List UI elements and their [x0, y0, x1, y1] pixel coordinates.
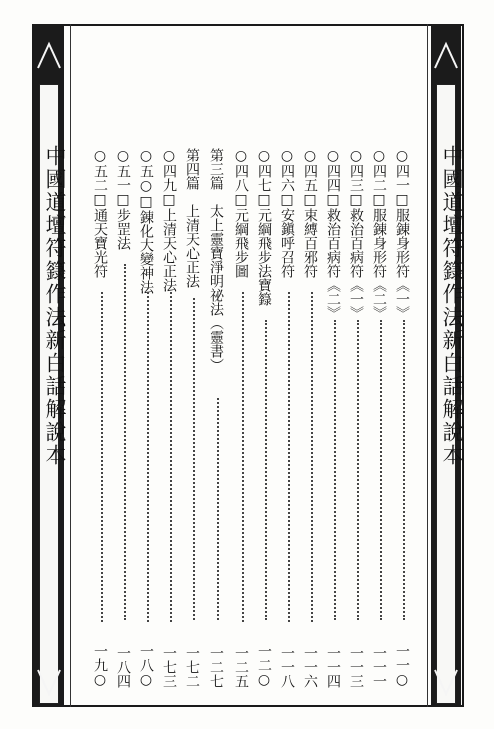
leader-dots: [217, 398, 219, 620]
toc-entry[interactable]: [93, 148, 115, 688]
toc-entry-label: ○四四□救治百病符《二》: [325, 148, 341, 320]
toc-entry[interactable]: [234, 148, 256, 688]
leader-dots: [334, 320, 336, 620]
toc-entry[interactable]: [395, 148, 417, 688]
toc-entry-page: 一八○: [138, 644, 154, 688]
leader-dots: [193, 298, 195, 620]
toc-entry[interactable]: [372, 148, 394, 688]
toc-entry[interactable]: [116, 148, 138, 688]
toc-entry[interactable]: [162, 148, 184, 688]
toc-entry-label: ○四六□安鎭呼召符: [279, 148, 295, 278]
toc-entry-label: ○四七□元綱飛步法寶籙: [256, 148, 272, 306]
toc-entry-page: 一九○: [92, 644, 108, 688]
toc-entry-page: 一二五: [233, 646, 249, 688]
leader-dots: [101, 292, 103, 622]
chevron-up-ornament-icon: [431, 38, 461, 74]
toc-section-label: 第四篇 上清天心正法: [184, 148, 200, 288]
toc-entry-label: ○五一□步罡法: [115, 148, 131, 250]
book-title-left: 中國道壇符籙作法新白話解說本: [43, 145, 67, 467]
leader-dots: [380, 320, 382, 620]
toc-entry-label: ○四二□服錬身形符《二》: [371, 148, 387, 320]
toc-entry[interactable]: [280, 148, 302, 688]
toc-section[interactable]: [209, 148, 231, 688]
toc-entry-page: 一一○: [394, 644, 410, 688]
chevron-up-ornament-icon: [34, 38, 64, 74]
leader-dots: [170, 292, 172, 622]
toc-entry-page: 一二○: [256, 644, 272, 688]
toc-entry-page: 一八四: [115, 646, 131, 688]
toc-entry-label: ○五二□通天寶光符: [92, 148, 108, 278]
toc-entry-label: ○四九□上清天心正法: [161, 148, 177, 292]
leader-dots: [403, 320, 405, 620]
toc-section-page: 一二七: [208, 646, 224, 688]
toc-entry[interactable]: [139, 148, 161, 688]
leader-dots: [311, 292, 313, 622]
toc-entry-label: ○四三□救治百病符《一》: [348, 148, 364, 320]
leader-dots: [147, 292, 149, 622]
toc-entry[interactable]: [349, 148, 371, 688]
toc-entry[interactable]: [257, 148, 279, 688]
toc-entry-label: ○四五□束縛百邪符: [302, 148, 318, 278]
toc-entry-page: 一七三: [161, 646, 177, 688]
chevron-down-ornament-icon: [431, 664, 461, 700]
toc-entry-page: 一一一: [371, 646, 387, 688]
toc-entry-page: 一一八: [279, 646, 295, 688]
toc-entry-label: ○四八□元綱飛步圖: [233, 148, 249, 278]
toc-section-page: 一七二: [184, 646, 200, 688]
toc-entry-page: 一一四: [325, 646, 341, 688]
leader-dots: [357, 320, 359, 620]
leader-dots: [242, 292, 244, 622]
toc-section[interactable]: [185, 148, 207, 688]
leader-dots: [265, 320, 267, 620]
toc-entry[interactable]: [326, 148, 348, 688]
toc-entry-page: 一一三: [348, 646, 364, 688]
toc-entry-label: ○五○□錬化大變神法: [138, 148, 154, 294]
toc-section-label: 第三篇 太上靈寶淨明祕法（靈書）: [208, 148, 224, 372]
toc-entry-page: 一一六: [302, 646, 318, 688]
chevron-down-ornament-icon: [34, 664, 64, 700]
book-title-right: 中國道壇符籙作法新白話解說本: [440, 145, 464, 467]
toc-entry-label: ○四一□服錬身形符《一》: [394, 148, 410, 320]
toc-entry[interactable]: [303, 148, 325, 688]
leader-dots: [124, 264, 126, 620]
leader-dots: [288, 292, 290, 622]
